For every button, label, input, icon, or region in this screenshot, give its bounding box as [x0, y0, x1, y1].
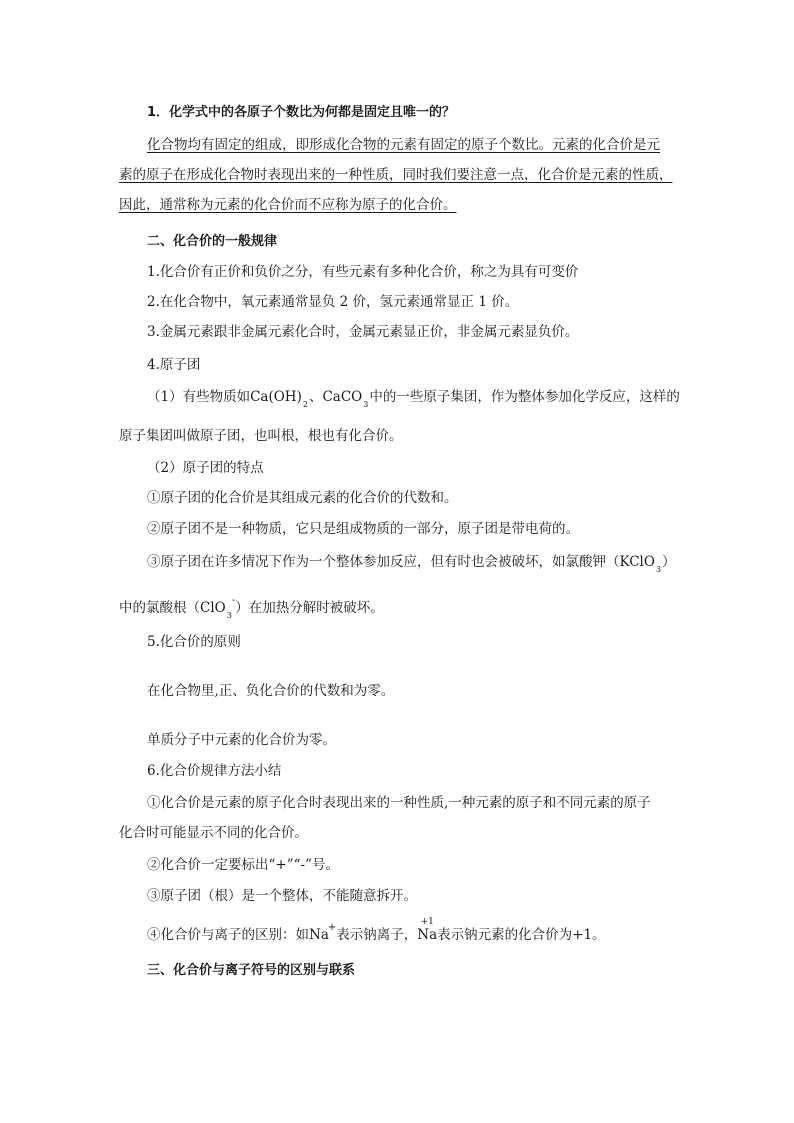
- formula-kclo3: [619, 554, 663, 574]
- group-2-title: （2）原子团的特点: [147, 460, 264, 476]
- method-3: ③原子团（根）是一个整体，不能随意拆开。: [147, 888, 417, 904]
- text: ③原子团在许多情况下作为一个整体参加反应，但有时也会被破坏，如氯酸钾（: [147, 554, 620, 570]
- superscript: -: [231, 595, 236, 606]
- rule-2: 2.在化合物中，氧元素通常显负 2 价，氢元素通常显正 1 价。: [147, 294, 519, 310]
- method-1-line-2: 化合时可能显示不同的化合价。: [119, 825, 308, 841]
- sodium-valence: [417, 917, 438, 944]
- sodium-ion: [309, 922, 337, 943]
- text: ④化合价与离子的区别：如: [147, 927, 309, 943]
- method-2: ②化合价一定要标出“+”“-”号。: [147, 857, 339, 873]
- answer-line-3: 因此，通常称为元素的化合价而不应称为原子的化合价。: [119, 197, 457, 213]
- subscript: 3: [363, 400, 369, 409]
- group-1-line-1: [147, 388, 680, 408]
- rule-5-principle-a: 在化合物里,正、负化合价的代数和为零。: [147, 683, 395, 699]
- formula-caoh2: [250, 389, 309, 409]
- text: ）: [662, 554, 676, 570]
- group-2-point-2: ②原子团不是一种物质，它只是组成物质的一部分，原子团是带电荷的。: [147, 521, 579, 537]
- formula-clo3-ion: [200, 595, 236, 620]
- text: （1）有些物质如: [147, 389, 251, 405]
- formula-text: KClO: [619, 554, 655, 570]
- superscript: +: [327, 922, 337, 933]
- formula-text: Na: [417, 927, 438, 943]
- rule-5: 5.化合价的原则: [147, 634, 241, 650]
- method-4: [147, 917, 606, 946]
- rule-5-principle-b: 单质分子中元素的化合价为零。: [147, 732, 336, 748]
- rule-3: 3.金属元素跟非金属元素化合时，金属元素显正价，非金属元素显负价。: [147, 324, 579, 340]
- group-2-point-3-line-1: [147, 553, 676, 573]
- subscript: 2: [302, 400, 308, 409]
- section-2-heading: 二、化合价的一般规律: [147, 234, 278, 249]
- subscript: 3: [226, 611, 232, 620]
- text: ）在加热分解时被破坏。: [235, 600, 384, 616]
- formula-text: CaCO: [322, 389, 363, 405]
- text: 表示钠离子，: [336, 927, 418, 943]
- group-2-point-3-line-2: [119, 595, 384, 620]
- formula-caco3: [322, 389, 369, 409]
- method-1-line-1: ①化合价是元素的原子化合时表现出来的一种性质,一种元素的原子和不同元素的原子: [147, 795, 651, 811]
- rule-1: 1.化合价有正价和负价之分，有些元素有多种化合价，称之为具有可变价: [147, 264, 579, 280]
- section-3-heading: 三、化合价与离子符号的区别与联系: [147, 963, 356, 978]
- text: 中的氯酸根（: [119, 600, 200, 616]
- rule-6: 6.化合价规律方法小结: [147, 763, 282, 779]
- question-title: 1．化学式中的各原子个数比为何都是固定且唯一的？: [147, 105, 456, 120]
- rule-4: 4.原子团: [147, 357, 201, 373]
- subscript: 3: [655, 565, 662, 574]
- formula-text: ClO: [200, 600, 226, 616]
- group-2-point-1: ①原子团的化合价是其组成元素的化合价的代数和。: [147, 490, 458, 506]
- text: 中的一些原子集团，作为整体参加化学反应，这样的: [369, 389, 680, 405]
- answer-line-1: 化合物均有固定的组成，即形成化合物的元素有固定的原子个数比。元素的化合价是元: [147, 137, 660, 153]
- formula-text: Ca(OH): [250, 389, 302, 405]
- formula-text: Na: [309, 927, 329, 943]
- answer-line-2: 素的原子在形成化合物时表现出来的一种性质，同时我们要注意一点，化合价是元素的性质，: [119, 167, 673, 183]
- text: 表示钠元素的化合价为+1。: [437, 927, 606, 943]
- group-1-line-2: 原子集团叫做原子团，也叫根，根也有化合价。: [119, 428, 403, 444]
- valence-mark: +1: [420, 917, 434, 927]
- text: 、: [308, 389, 323, 405]
